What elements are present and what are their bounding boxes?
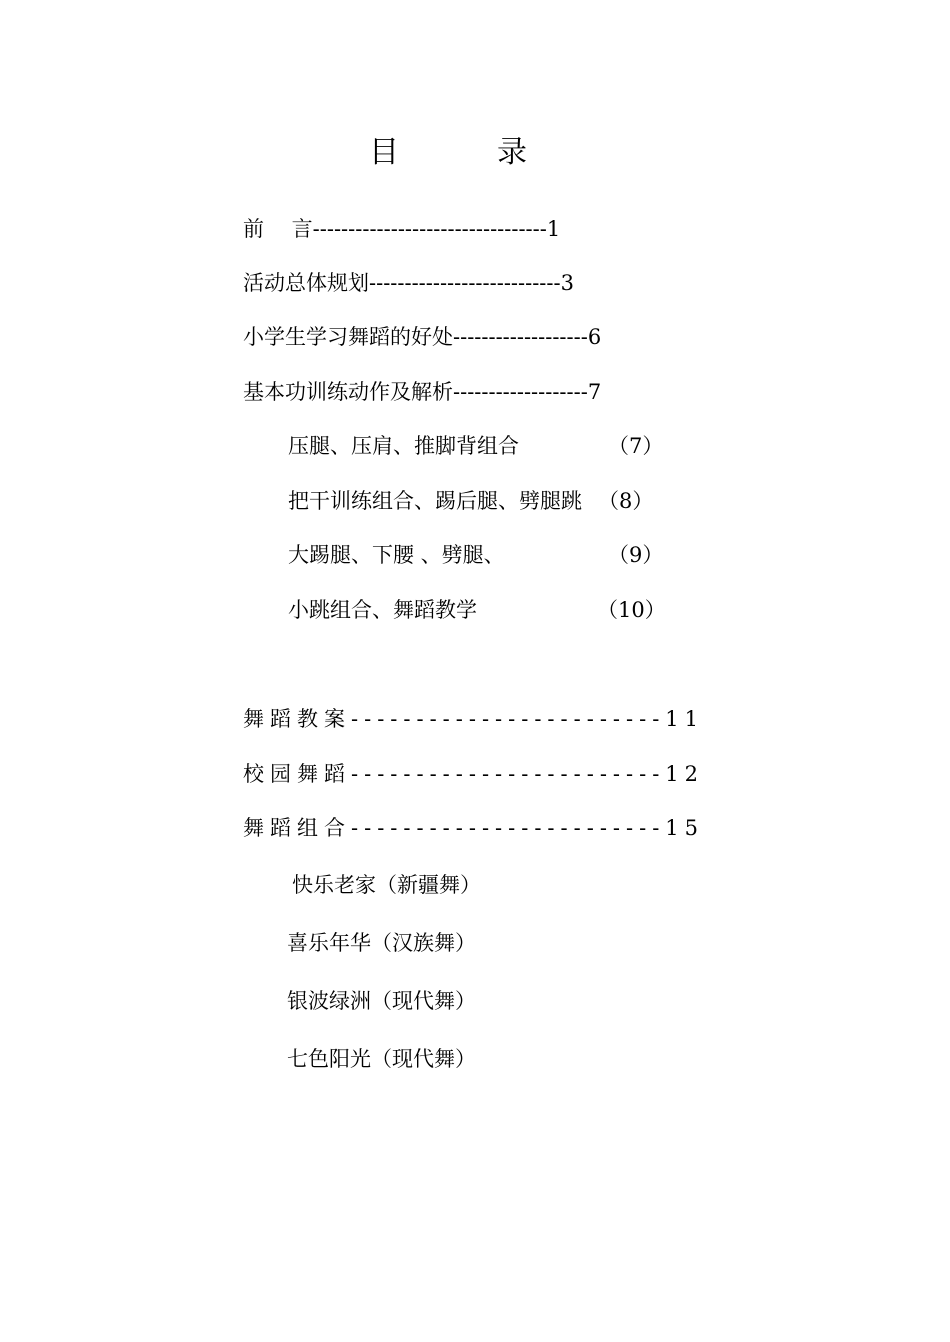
toc-subentry-label: 压腿、压肩、推脚背组合: [288, 434, 519, 458]
toc-subentry-label: 小跳组合、舞蹈教学: [288, 598, 477, 622]
toc-subentry-page: （8）: [598, 489, 654, 513]
dance-item: 银波绿洲（现代舞）: [287, 989, 476, 1013]
toc-entry-preface: 前 言---------------------------------1: [243, 217, 561, 241]
toc-entry-dance-combos: 舞蹈组合------------------------15: [243, 816, 705, 840]
dance-item: 喜乐年华（汉族舞）: [287, 931, 476, 955]
toc-subentry-page: （10）: [597, 598, 666, 622]
toc-subentry-label: 大踢腿、下腰 、劈腿、: [288, 543, 505, 567]
toc-subentry-page: （9）: [608, 543, 664, 567]
toc-entry-benefits: 小学生学习舞蹈的好处-------------------6: [243, 325, 602, 349]
toc-subentry-page: （7）: [608, 434, 664, 458]
toc-entry-overall-plan: 活动总体规划---------------------------3: [243, 271, 574, 295]
dance-item: 七色阳光（现代舞）: [287, 1047, 476, 1071]
toc-entry-basic-training: 基本功训练动作及解析-------------------7: [243, 380, 602, 404]
toc-subentry-label: 把干训练组合、踢后腿、劈腿跳: [288, 489, 582, 513]
dance-item: 快乐老家（新疆舞）: [292, 873, 481, 897]
toc-entry-campus-dance: 校园舞蹈------------------------12: [243, 762, 705, 786]
toc-entry-lesson-plans: 舞蹈教案------------------------11: [243, 707, 705, 731]
page-title: 目 录: [369, 135, 561, 170]
